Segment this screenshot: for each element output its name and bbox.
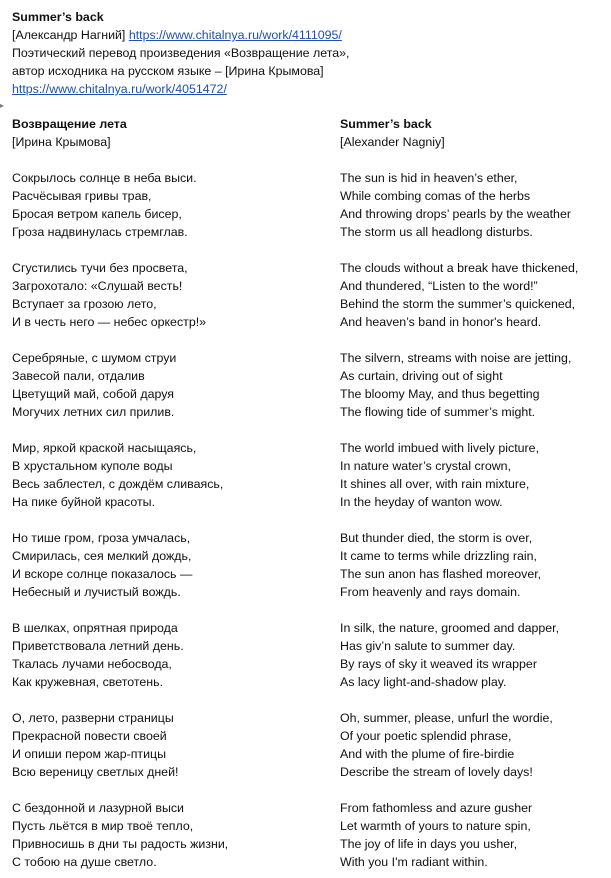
russian-verse-line: Но тише гром, гроза умчалась, bbox=[12, 531, 191, 545]
english-verse-line: The sun is hid in heaven’s ether, bbox=[340, 171, 518, 185]
english-verse-line: In nature water’s crystal crown, bbox=[340, 459, 512, 473]
russian-verse-line: И вскоре солнце показалось — bbox=[12, 567, 193, 581]
english-verse-line: As curtain, driving out of sight bbox=[340, 369, 503, 383]
russian-verse-line: Могучих летних сил прилив. bbox=[12, 405, 175, 419]
russian-verse-line: Мир, яркой краской насыщаясь, bbox=[12, 441, 197, 455]
russian-stanza bbox=[12, 259, 332, 331]
english-stanza bbox=[340, 709, 608, 781]
russian-column bbox=[12, 115, 332, 871]
translator-line bbox=[12, 26, 607, 44]
russian-verse-line: Сгустились тучи без просвета, bbox=[12, 261, 188, 275]
english-verse-line: But thunder died, the storm is over, bbox=[340, 531, 533, 545]
russian-verse-line: В шелках, опрятная природа bbox=[12, 621, 178, 635]
english-verse-line: It came to terms while drizzling rain, bbox=[340, 549, 537, 563]
russian-verse-line: С бездонной и лазурной выси bbox=[12, 801, 184, 815]
russian-stanza bbox=[12, 709, 332, 781]
english-stanza bbox=[340, 619, 608, 691]
translator-name: [Александр Нагний] bbox=[12, 28, 129, 42]
english-verse-line: Let warmth of yours to nature spin, bbox=[340, 819, 531, 833]
english-verse-line: The joy of life in days you usher, bbox=[340, 837, 518, 851]
english-verse-line: Of your poetic splendid phrase, bbox=[340, 729, 512, 743]
russian-verse-line: На пике буйной красоты. bbox=[12, 495, 156, 509]
russian-verse-line: Расчёсывая гривы трав, bbox=[12, 189, 152, 203]
english-verse-line: By rays of sky it weaved its wrapper bbox=[340, 657, 537, 671]
russian-verse-line: Весь заблестел, с дождём сливаясь, bbox=[12, 477, 224, 491]
english-stanza bbox=[340, 259, 608, 331]
russian-stanza bbox=[12, 619, 332, 691]
english-verse-line: The world imbued with lively picture, bbox=[340, 441, 540, 455]
russian-stanza bbox=[12, 799, 332, 871]
russian-poem-title: Возвращение лета bbox=[12, 117, 127, 131]
document-title: Summer’s back bbox=[12, 10, 104, 24]
english-verse-line: The silvern, streams with noise are jetting, bbox=[340, 351, 572, 365]
russian-verse-line: Пусть льётся в мир твоё тепло, bbox=[12, 819, 194, 833]
english-stanza bbox=[340, 799, 608, 871]
english-verse-line: Oh, summer, please, unfurl the wordie, bbox=[340, 711, 553, 725]
description-line-1: Поэтический перевод произведения «Возвращение лета», bbox=[12, 46, 350, 60]
english-stanza bbox=[340, 169, 608, 241]
english-stanza bbox=[340, 349, 608, 421]
english-verse-line: In silk, the nature, groomed and dapper, bbox=[340, 621, 560, 635]
russian-verse-line: Прекрасной повести своей bbox=[12, 729, 167, 743]
english-verse-line: As lacy light-and-shadow play. bbox=[340, 675, 507, 689]
english-verse-line: And throwing drops’ pearls by the weather bbox=[340, 207, 571, 221]
english-verse-line: From fathomless and azure gusher bbox=[340, 801, 533, 815]
english-verse-line: While combing comas of the herbs bbox=[340, 189, 531, 203]
russian-verse-line: Приветствовала летний день. bbox=[12, 639, 184, 653]
translation-link[interactable]: https://www.chitalnya.ru/work/4111095/ bbox=[128, 28, 342, 42]
english-stanza bbox=[340, 529, 608, 601]
russian-verse-line: Цветущий май, собой даруя bbox=[12, 387, 175, 401]
source-link[interactable]: https://www.chitalnya.ru/work/4051472/ bbox=[12, 82, 227, 96]
russian-verse-line: С тобою на душе светло. bbox=[12, 855, 157, 869]
description-line-2: автор исходника на русском языке – [Ирина Крымова] bbox=[12, 64, 324, 78]
english-verse-line: It shines all over, with rain mixture, bbox=[340, 477, 530, 491]
english-verse-line: Describe the stream of lovely days! bbox=[340, 765, 533, 779]
english-verse-line: And thundered, “Listen to the word!” bbox=[340, 279, 538, 293]
russian-verse-line: Смирилась, сея мелкий дождь, bbox=[12, 549, 192, 563]
english-verse-line: From heavenly and rays domain. bbox=[340, 585, 521, 599]
english-verse-line: And with the plume of fire-birdie bbox=[340, 747, 515, 761]
russian-verse-line: Как кружевная, светотень. bbox=[12, 675, 164, 689]
russian-verse-line: Завесой пали, отдалив bbox=[12, 369, 145, 383]
english-verse-line: The bloomy May, and thus begetting bbox=[340, 387, 540, 401]
english-column bbox=[340, 115, 608, 871]
russian-verse-line: В хрустальном куполе воды bbox=[12, 459, 173, 473]
english-verse-line: The clouds without a break have thickened, bbox=[340, 261, 579, 275]
english-verse-line: Behind the storm the summer’s quickened, bbox=[340, 297, 576, 311]
russian-stanza bbox=[12, 439, 332, 511]
russian-verse-line: Привносишь в дни ты радость жизни, bbox=[12, 837, 229, 851]
russian-verse-line: Бросая ветром капель бисер, bbox=[12, 207, 182, 221]
russian-verse-line: Серебряные, с шумом струи bbox=[12, 351, 177, 365]
russian-verse-line: Вступает за грозою лето, bbox=[12, 297, 157, 311]
russian-poem-author: [Ирина Крымова] bbox=[12, 135, 111, 149]
russian-verse-line: Небесный и лучистый вождь. bbox=[12, 585, 181, 599]
english-poem-title: Summer’s back bbox=[340, 117, 432, 131]
russian-verse-line: Сокрылось солнце в неба выси. bbox=[12, 171, 197, 185]
english-verse-line: And heaven’s band in honor's heard. bbox=[340, 315, 542, 329]
english-stanza bbox=[340, 439, 608, 511]
english-poem-author: [Alexander Nagniy] bbox=[340, 135, 445, 149]
english-verse-line: The storm us all headlong disturbs. bbox=[340, 225, 533, 239]
paragraph-mark-icon: ▸ bbox=[0, 101, 5, 110]
russian-verse-line: Гроза надвинулась стремглав. bbox=[12, 225, 188, 239]
russian-verse-line: И опиши пером жар-птицы bbox=[12, 747, 167, 761]
english-verse-line: Has giv’n salute to summer day. bbox=[340, 639, 516, 653]
russian-verse-line: О, лето, разверни страницы bbox=[12, 711, 174, 725]
english-verse-line: The sun anon has flashed moreover, bbox=[340, 567, 542, 581]
russian-verse-line: Загрохотало: «Слушай весть! bbox=[12, 279, 183, 293]
document-header bbox=[12, 8, 607, 98]
russian-stanza bbox=[12, 169, 332, 241]
russian-verse-line: Всю вереницу светлых дней! bbox=[12, 765, 179, 779]
english-verse-line: The flowing tide of summer’s might. bbox=[340, 405, 536, 419]
english-verse-line: In the heyday of wanton wow. bbox=[340, 495, 503, 509]
english-verse-line: With you I'm radiant within. bbox=[340, 855, 488, 869]
russian-verse-line: И в честь него — небес оркестр!» bbox=[12, 315, 207, 329]
russian-stanza bbox=[12, 529, 332, 601]
russian-verse-line: Ткалась лучами небосвода, bbox=[12, 657, 172, 671]
russian-stanza bbox=[12, 349, 332, 421]
